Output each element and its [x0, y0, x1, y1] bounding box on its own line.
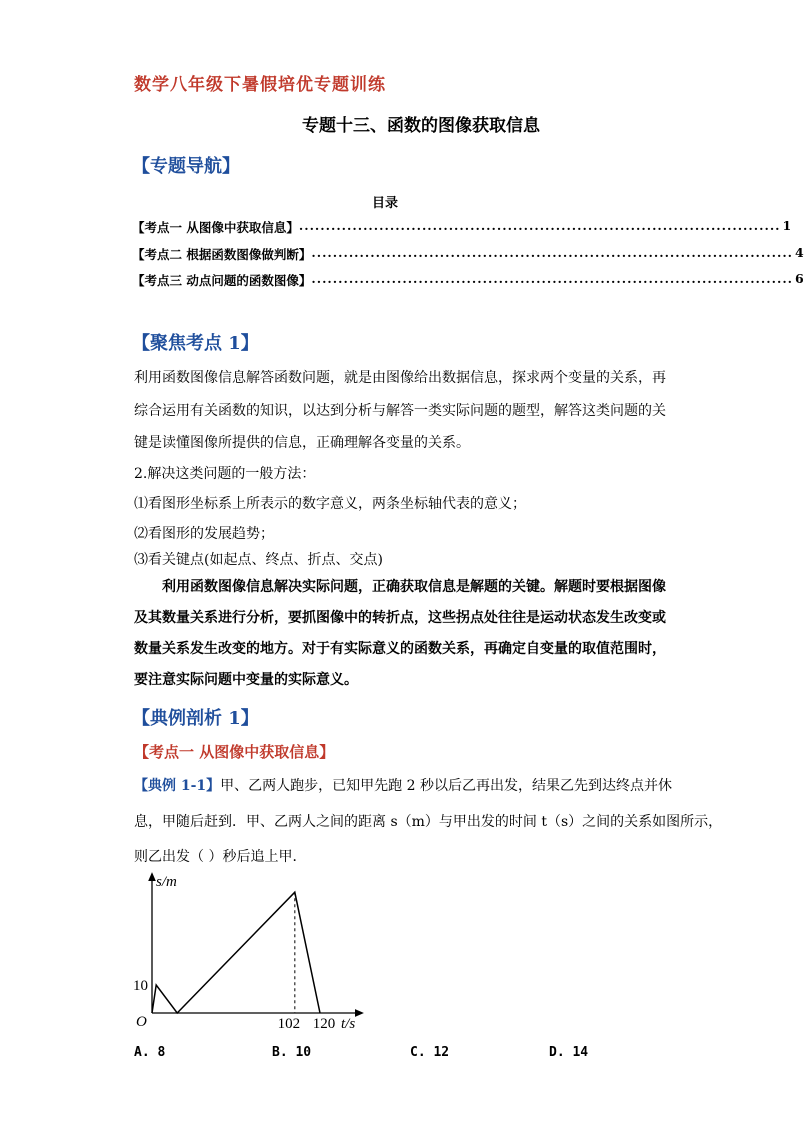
toc-item-label: 【考点二 根据函数图像做判断】	[132, 247, 312, 262]
focus-line-5: ⑴看图形坐标系上所表示的数字意义，两条坐标轴代表的意义；	[134, 496, 526, 512]
example-question-line-3: 则乙出发（ ）秒后追上甲．	[134, 849, 307, 865]
example-label: 【典例 1-1】	[134, 778, 221, 794]
example-question-line-1	[134, 775, 672, 795]
toc-item-2[interactable]	[132, 245, 804, 263]
focus-line-4: 2.解决这类问题的一般方法：	[134, 466, 316, 482]
toc-item-page: 4	[795, 245, 804, 260]
choice-a[interactable]: A. 8	[134, 1045, 166, 1060]
choice-b[interactable]: B. 10	[272, 1045, 312, 1060]
toc-item-page: 6	[795, 271, 804, 286]
y-axis-label: s/m	[156, 874, 177, 890]
section-heading-example: 【典例剖析 1】	[132, 708, 259, 729]
toc-item-label: 【考点一 从图像中获取信息】	[132, 220, 299, 235]
example-subheading: 【考点一 从图像中获取信息】	[134, 743, 335, 761]
section-heading-focus: 【聚焦考点 1】	[132, 333, 259, 354]
origin-label: O	[136, 1014, 147, 1030]
toc-leader: ..........................................................................................	[311, 271, 794, 286]
toc-item-label: 【考点三 动点问题的函数图像】	[132, 273, 312, 288]
section-heading-nav: 【专题导航】	[132, 156, 240, 177]
focus-line-6: ⑵看图形的发展趋势；	[134, 526, 274, 542]
toc-item-1[interactable]	[132, 218, 792, 236]
example-text-1: 甲、乙两人跑步，已知甲先跑 2 秒以后乙再出发，结果乙先到达终点并休	[220, 778, 672, 794]
focus-bold-line-2: 及其数量关系进行分析，要抓图像中的转折点，这些拐点处往往是运动状态发生改变或	[134, 610, 666, 626]
focus-line-3: 键是读懂图像所提供的信息，正确理解各变量的关系。	[134, 435, 470, 451]
toc-title: 目录	[372, 196, 399, 211]
focus-line-2: 综合运用有关函数的知识，以达到分析与解答一类实际问题的题型，解答这类问题的关	[134, 403, 666, 419]
x-axis-label: t/s	[341, 1016, 356, 1032]
focus-bold-line-1: 利用函数图像信息解决实际问题，正确获取信息是解题的关键。解题时要根据图像	[162, 579, 666, 595]
focus-line-7: ⑶看关键点(如起点、终点、折点、交点)	[134, 552, 383, 568]
choice-c[interactable]: C. 12	[410, 1045, 450, 1060]
x-tick-label-102: 102	[277, 1016, 301, 1032]
distance-time-chart	[128, 868, 368, 1038]
focus-bold-line-3: 数量关系发生改变的地方。对于有实际意义的函数关系，再确定自变量的取值范围时，	[134, 641, 666, 657]
example-question-line-2: 息，甲随后赶到．甲、乙两人之间的距离 s（m）与甲出发的时间 t（s）之间的关系如图所示，	[134, 814, 723, 830]
toc-item-3[interactable]	[132, 271, 804, 289]
y-tick-label-10: 10	[133, 978, 148, 994]
choice-d[interactable]: D. 14	[549, 1045, 589, 1060]
toc-leader: ..........................................................................................	[298, 218, 781, 233]
toc-item-page: 1	[782, 218, 792, 233]
page-title: 专题十三、函数的图像获取信息	[302, 116, 540, 136]
focus-line-1: 利用函数图像信息解答函数问题，就是由图像给出数据信息，探求两个变量的关系，再	[134, 370, 666, 386]
toc-leader: ..........................................................................................	[311, 245, 794, 260]
focus-bold-line-4: 要注意实际问题中变量的实际意义。	[134, 672, 358, 688]
x-tick-label-120: 120	[312, 1016, 336, 1032]
series-title: 数学八年级下暑假培优专题训练	[134, 75, 386, 95]
